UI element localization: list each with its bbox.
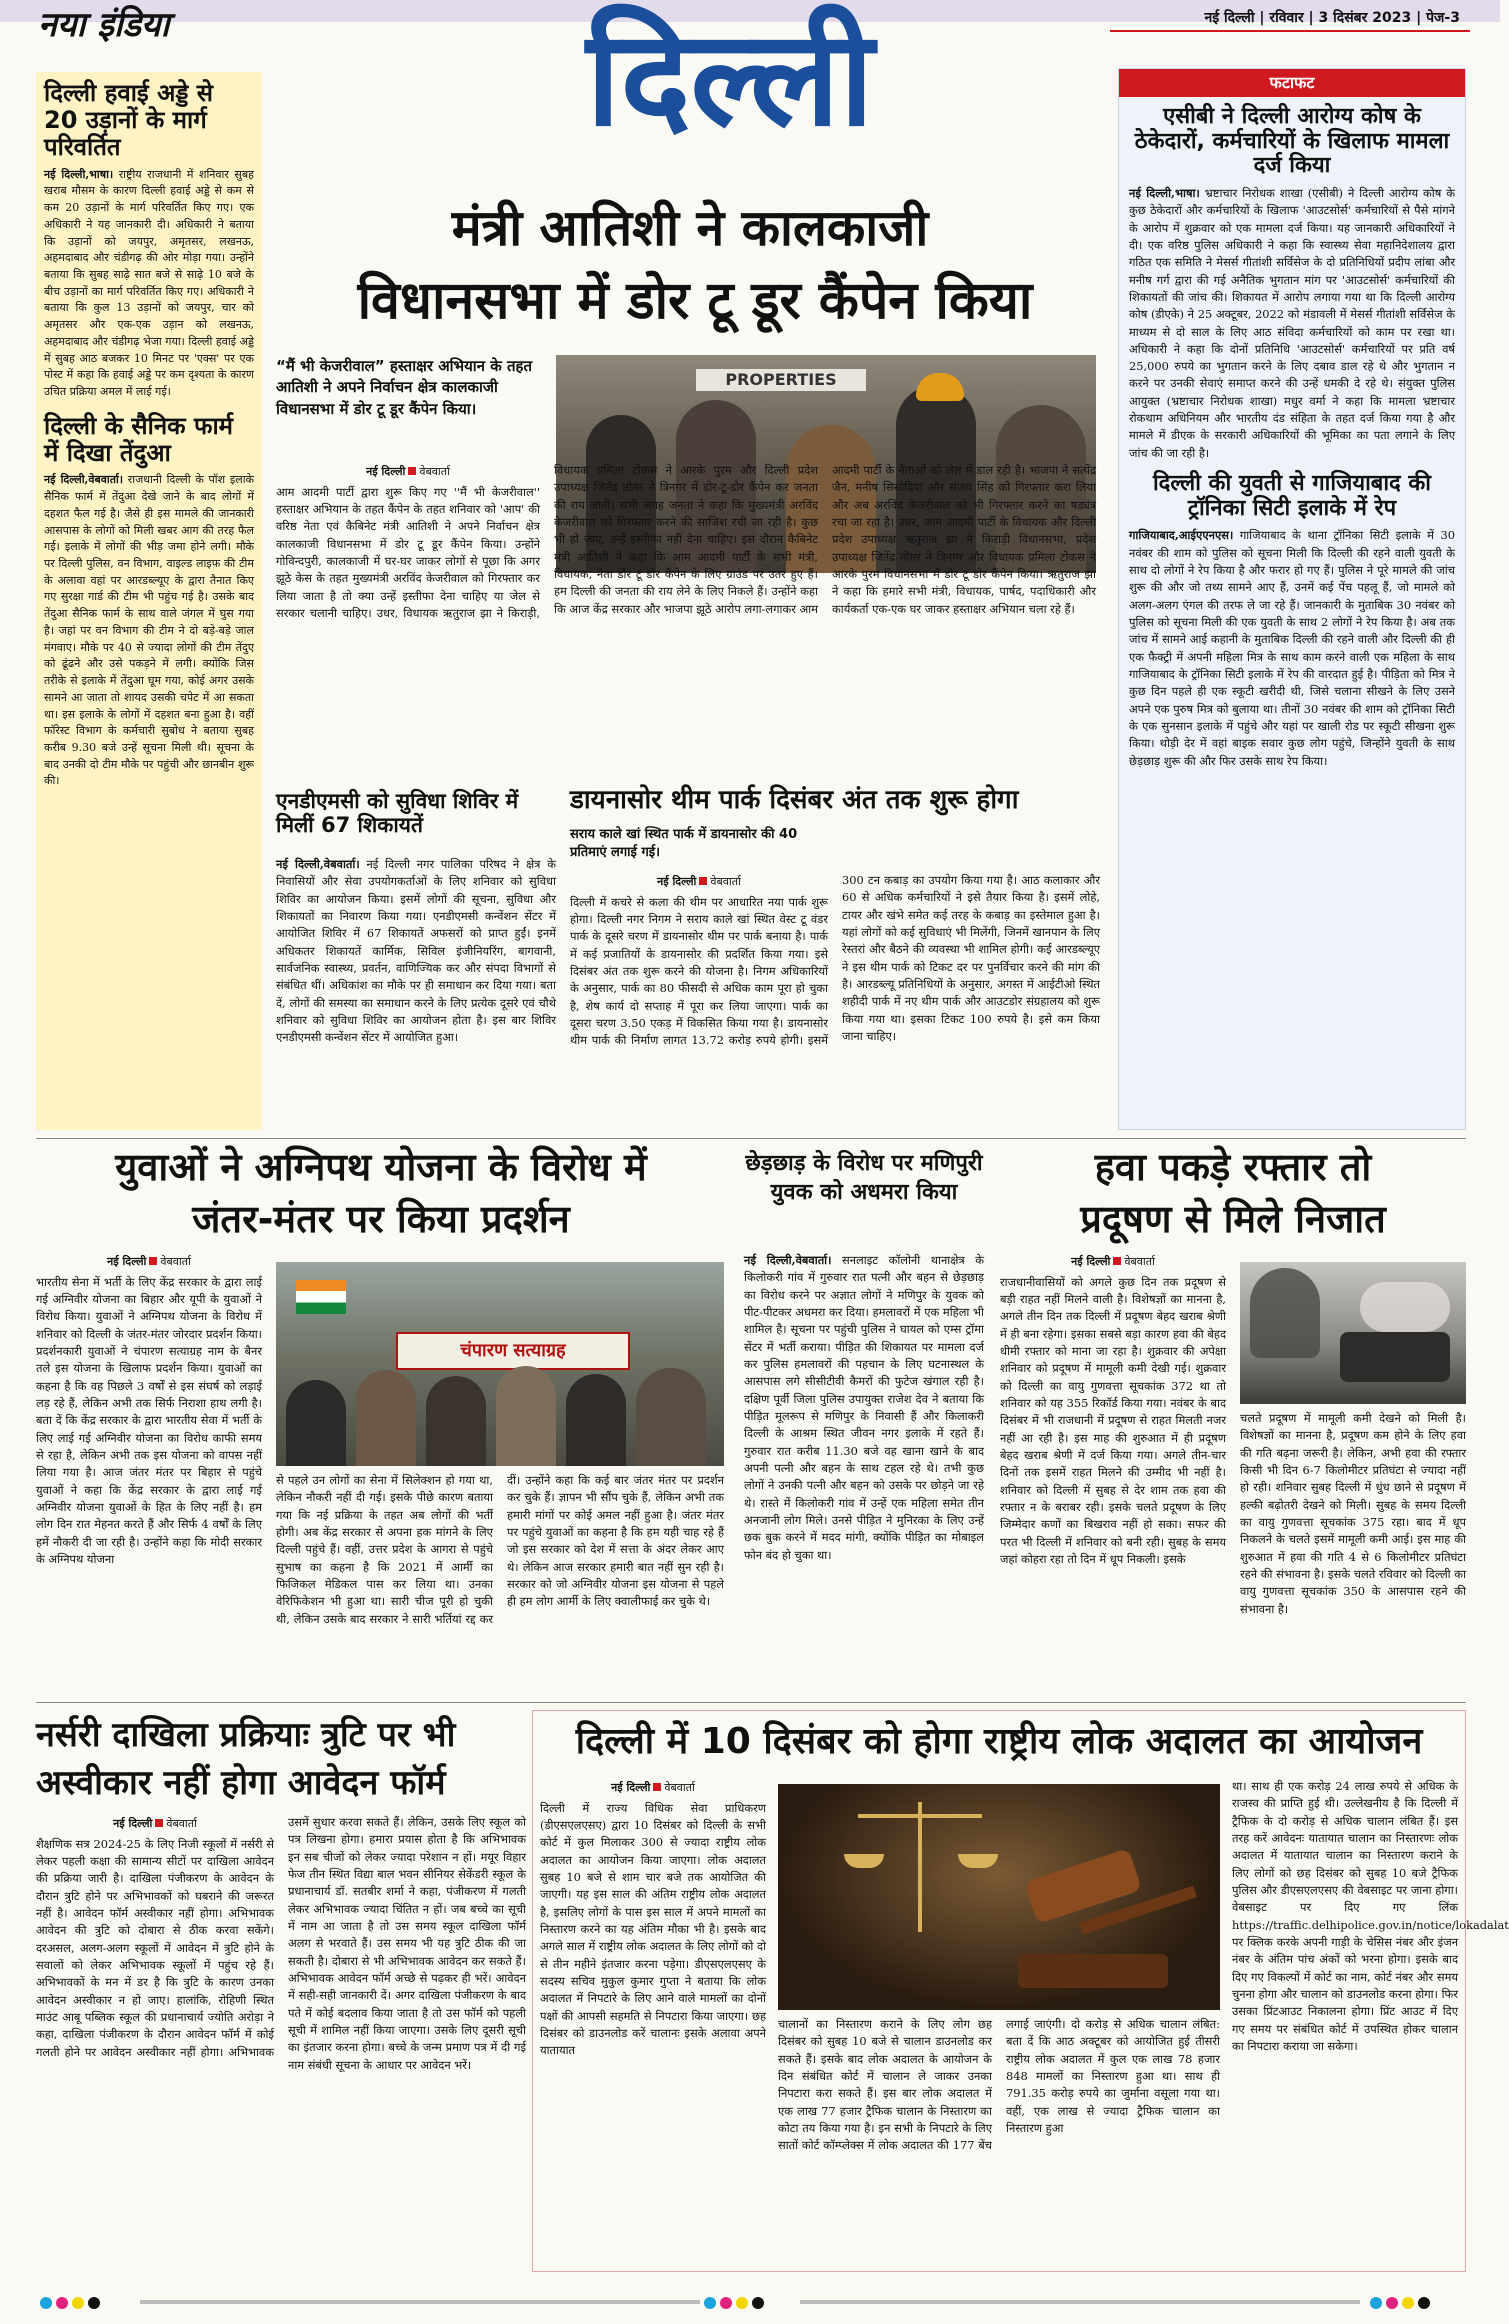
gavel-block	[1018, 1954, 1168, 1988]
manipur-headline: छेड़छाड़ के विरोध पर मणिपुरी युवक को अधमरा किया	[745, 1151, 983, 1205]
lokadalat-body-2	[778, 2016, 1220, 2262]
date-line: नई दिल्ली | रविवार | 3 दिसंबर 2023 | पेज-3	[1204, 10, 1460, 26]
pollution-body-left	[1000, 1252, 1226, 1694]
leopard-text: राजधानी दिल्ली के पॉश इलाके सैनिक फार्म में तेंदुआ देखे जाने के बाद लोगों में दहशत फैल गई है। जैसे ही इस मामले की जानकारी आसपास के लोगों को मिली खबर आग की तरह फैल गई। इलाके में लोगों की भीड़ जमा होने लगी। मौके पर दिल्ली पुलिस, वन विभाग, वाइल्ड लाइफ की टीम के अलावा वहां पर आरडब्ल्यूए के द्वारा तैनात किए गए सुरक्षा गार्ड की टीम भी पहुंच गई है। उसके बाद तेंदुआ सैनिक फार्म के साथ वाले जंगल में घुस गया है। जहां पर वन विभाग की टीम ने दो बड़े-बड़े जाल मंगवाए। मौके पर 40 से ज्यादा लोगों की टीम तेंदुए को ढूंढने और उसे पकड़ने में लगी। क्योंकि जिस तरीके से इलाके में तेंदुआ घूम गया, कोई अगर उसके सामने आ जाता तो शायद उसकी चपेट में आ सकता था। इस इलाके के लोगों में दहशत बना हुआ है। वहीं फॉरेस्ट विभाग के कर्मचारी सुबोध ने बताया सुबह करीब 9.30 बजे उन्हें सूचना मिली थी। सूचना के बाद उनकी दो टीम मौके पर पहुंची और छानबीन शुरू की।	[44, 473, 254, 788]
photo-sign: PROPERTIES	[696, 369, 866, 391]
manipur-dateline: नई दिल्ली,वेबवार्ता।	[744, 1253, 832, 1267]
agni-text-2: से पहले उन लोगों का सेना में सिलेक्शन हो गया था, लेकिन नौकरी नहीं दी गई। इसके पीछे कारण बताया गया कि नई प्रक्रिया के तहत अब लोगों की भर्ती होगी। अब केंद्र सरकार से अपना हक मांगने के लिए दिल्ली पहुंचे हैं। वहीं, उत्तर प्रदेश के आगरा से पहुंचे सुभाष का कहना है कि 2021 में आर्मी का फिजिकल मेडिकल पास कर लिया था। उनका वेरिफिकेशन भी हुआ था। सारी चीज पूरी हो चुकी थी, लेकिन उसके बाद सरकार ने सारी भर्तियां रद्द कर दीं। उन्होंने कहा कि कई बार जंतर मंतर पर प्रदर्शन कर चुके हैं। ज्ञापन भी सौंप चुके हैं, लेकिन अभी तक हमारी मांगों पर कोई अमल नहीं हुआ है। जंतर मंतर पर पहुंचे युवाओं का कहना है कि हम यही चाह रहे हैं जो इस सरकार को देश में सत्ता के अंदर लेकर आए थे। लेकिन आज सरकार हमारी बात नहीं सुन रही है। सरकार को जो अग्निवीर योजना इस योजना से पहले ही हम लोग आर्मी के लिए क्वालीफाई कर चुके थे।	[276, 1473, 724, 1626]
crowd-figure	[496, 1366, 556, 1466]
agni-byline	[36, 1254, 262, 1271]
turban-figure	[916, 373, 964, 401]
dino-dateline: नई दिल्ली	[657, 875, 697, 888]
section-title: दिल्ली	[586, 2, 874, 156]
left-column	[36, 72, 262, 1130]
nursery-byline	[36, 1816, 274, 1833]
pollution-text-1: राजधानीवासियों को अगले कुछ दिन तक प्रदूषण से बड़ी राहत नहीं मिलने वाली है। विशेषज्ञों का मानना है, अगले तीन दिन तक दिल्ली में प्रदूषण बेहद खराब श्रेणी में ही बना रहेगा। इसका सबसे बड़ा कारण हवा की बेहद धीमी रफ्तार को माना जा रहा है। शुक्रवार की अपेक्षा शनिवार को प्रदूषण में मामूली कमी देखी गई। शुक्रवार को दिल्ली का वायु गुणवत्ता सूचकांक 372 था तो शनिवार को यह 355 रिकॉर्ड किया गया। नवंबर के बाद दिसंबर में भी राजधानी में प्रदूषण से राहत मिलती नजर नहीं आ रही है। इस माह की शुरुआत में ही प्रदूषण बेहद खराब श्रेणी में दर्ज किया गया। अगले तीन-चार दिनों तक इसमें राहत मिलने की उम्मीद भी नहीं है। शनिवार को दिल्ली में सुबह से देर शाम तक हवा की रफ्तार न के बराबर रही। इसके चलते प्रदूषण के लिए जिम्मेदार कणों का बिखराव नहीं हो सका। सफर की परत भी दिल्ली में शनिवार को बनी रही। सुबह के समय जहां कोहरा रहा तो दिन में धूप निकली। इसके	[1000, 1274, 1226, 1566]
lead-dateline: नई दिल्ली	[366, 465, 406, 478]
dino-columns	[570, 872, 1100, 1050]
paper-name: नया इंडिया	[38, 5, 170, 45]
pollution-headline-1: हवा पकड़े रफ्तार तो	[1094, 1145, 1372, 1189]
airport-body	[44, 167, 254, 401]
footer-bar	[800, 2300, 1360, 2304]
lead-byline	[276, 464, 540, 481]
ndmc-body	[276, 856, 556, 1128]
nursery-headline-1: नर्सरी दाखिला प्रक्रियाः त्रुटि पर भी	[36, 1715, 456, 1755]
tree-silhouette	[1250, 1268, 1320, 1358]
mist-spray	[1360, 1282, 1450, 1332]
lokadalat-dateline: नई दिल्ली	[611, 1781, 651, 1794]
flag-icon	[296, 1280, 346, 1314]
edition: नई दिल्ली	[1204, 10, 1255, 26]
masthead-rule	[1110, 30, 1470, 32]
right-column	[1118, 68, 1466, 1130]
lokadalat-body-3	[1232, 1778, 1509, 2262]
protest-banner: चंपारण सत्याग्रह	[396, 1332, 630, 1370]
crowd-figure	[636, 1368, 706, 1466]
lead-deck: “मैं भी केजरीवाल” हस्ताक्षर अभियान के तहत आतिशी ने अपने निर्वाचन क्षेत्र कालकाजी विधानसभा में डोर टू डूर कैंपेन किया।	[276, 357, 533, 418]
lokadalat-body-1	[540, 1778, 766, 2262]
lead-agency: वेबवार्ता	[419, 465, 450, 478]
agni-headline-2: जंतर-मंतर पर किया प्रदर्शन	[192, 1197, 570, 1241]
nursery-dateline: नई दिल्ली	[113, 1817, 153, 1830]
gavel-photo	[778, 1784, 1220, 2010]
pollution-photo	[1240, 1262, 1466, 1404]
airport-dateline: नई दिल्ली,भाषा।	[44, 167, 114, 181]
manipur-body	[744, 1252, 984, 1694]
dino-byline	[570, 874, 828, 891]
agni-headline-1: युवाओं ने अग्निपथ योजना के विरोध में	[115, 1145, 647, 1189]
section-divider	[36, 1138, 1466, 1139]
date: 3 दिसंबर 2023	[1318, 10, 1412, 26]
nursery-agency: वेबवार्ता	[166, 1817, 197, 1830]
lokadalat-text-3: था। साथ ही एक करोड़ 24 लाख रुपये से अधिक के राजस्व की प्राप्ति हुई थी। उल्लेखनीय है कि दिल्ली में ट्रैफिक के दो करोड़ से अधिक चालान लंबित हैं। इस तरह करें आवेदनः यातायात चालान का निस्तारणः लोक अदालत में यातायात चालान का निस्तारण कराने के लिए लोगों को छह दिसंबर को सुबह 10 बजे ट्रैफिक पुलिस और डीएसएलएसए की वेबसाइट पर जाना होगा। वेबसाइट पर दिए गए लिंक https://traffic.delhipolice.gov.in/notice/lokadalat पर क्लिक करके अपनी गाड़ी के चेसिस नंबर और इंजन नंबर के अंतिम पांच अंकों को भरना होगा। इसके बाद दिए गए विकल्पों में कोर्ट का नाम, कोर्ट नंबर और समय चुनना होगा और चालान को डाउनलोड करना होगा। फिर उसका प्रिंटआउट निकालना होगा। प्रिंट आउट में दिए गए समय पर संबंधित कोर्ट में उपस्थित होकर चालान का निपटारा कराया जा सकेगा।	[1232, 1779, 1509, 2053]
pollution-dateline: नई दिल्ली	[1071, 1255, 1111, 1268]
page-number: पेज-3	[1426, 10, 1460, 26]
dino-body	[570, 872, 1100, 1128]
lead-body-mask	[556, 462, 1096, 574]
scale-icon	[844, 1854, 884, 1868]
agni-body-right	[276, 1472, 724, 1694]
acb-text: भ्रष्टाचार निरोधक शाखा (एसीबी) ने दिल्ली आरोग्य कोष के कुछ ठेकेदारों और कर्मचारियों के खिलाफ 'आउटसोर्स' कर्मचारियों से पैसे मांगने के आरोप में शुक्रवार को एक मामला दर्ज किया। यह जानकारी अधिकारियों ने दी। एक वरिष्ठ पुलिस अधिकारी ने कहा कि स्वास्थ्य सेवा महानिदेशालय द्वारा गठित एक समिति ने मेसर्स गीतांशी सर्विसेज के दो प्रतिनिधियों प्रदीप लांबा और मनीष गर्ग द्वारा की गई अनैतिक भुगतान मांग पर 'आउटसोर्स' कर्मचारियों की शिकायतों की जांच की। शिकायत में आरोप लगाया गया था कि दिल्ली आरोग्य कोष (डीएके) ने 25 अक्टूबर, 2022 को मंडावली में मेसर्स गीतांशी सर्विसेज के माध्यम से दो साल के लिए आठ संविदा कर्मचारियों को काम पर रखा था। अधिकारी ने कहा कि दोनों प्रतिनिधि 'आउटसोर्स' कर्मचारियों पर प्रति वर्ष 25,000 रुपये का भुगतान करने के लिए दबाव डाल रहे थे और भुगतान न करने पर उनकी सेवाएं समाप्त करने की उन्हें धमकी दे रहे थे। संयुक्त पुलिस आयुक्त (भ्रष्टाचार निरोधक शाखा) मधुर वर्मा ने कहा कि मामला भ्रष्टाचार रोकथाम अधिनियम और भारतीय दंड संहिता के तहत दर्ज किया गया है और मामले में डीएक के सरकारी अधिकारियों की भूमिका का पता लगाने के लिए जांच की जा रही है।	[1129, 185, 1456, 460]
agni-agency: वेबवार्ता	[160, 1255, 191, 1268]
agni-columns	[276, 1472, 724, 1628]
crowd-figure	[286, 1380, 346, 1466]
section-divider	[36, 1702, 1466, 1703]
scale-icon	[858, 1814, 982, 1818]
pollution-agency: वेबवार्ता	[1124, 1255, 1155, 1268]
acb-body	[1129, 185, 1455, 462]
ndmc-headline: एनडीएमसी को सुविधा शिविर में मिलीं 67 शिकायतें	[276, 789, 519, 837]
lead-headline-2: विधानसभा में डोर टू डूर कैंपेन किया	[357, 271, 1033, 331]
acb-headline: एसीबी ने दिल्ली आरोग्य कोष के ठेकेदारों, कर्मचारियों के खिलाफ मामला दर्ज किया	[1134, 104, 1450, 179]
lokadalat-text-2: चालानों का निस्तारण कराने के लिए लोग छह दिसंबर को सुबह 10 बजे से चालान डाउनलोड कर सकते हैं। इसके बाद लोक अदालत के आयोजन के दिन संबंधित कोर्ट में चालान ले जाकर उनका निपटारा करा सकते हैं। इस बार लोक अदालत में एक लाख 77 हजार ट्रैफिक चालान के निस्तारण का कोटा तय किया गया है। इन सभी के निपटारे के लिए सातों कोर्ट कॉम्प्लेक्स में लोक अदालत की 177 बेंच लगाई जाएंगी। दो करोड़ से अधिक चालान लंबित: बता दें कि आठ अक्टूबर को आयोजित हुई तीसरी राष्ट्रीय लोक अदालत में कुल एक लाख 78 हजार 848 मामलों का निस्तारण हुआ था। साथ ही 791.35 करोड़ रुपये का जुर्माना वसूला गया था। वहीं, एक लाख से ज्यादा ट्रैफिक चालान का निस्तारण हुआ	[778, 2017, 1220, 2153]
lokadalat-byline	[540, 1780, 766, 1797]
ndmc-dateline: नई दिल्ली,वेबवार्ता।	[276, 857, 360, 871]
airport-headline: दिल्ली हवाई अड्डे से 20 उड़ानों के मार्ग परिवर्तित	[44, 79, 213, 161]
lokadalat-headline: दिल्ली में 10 दिसंबर को होगा राष्ट्रीय लोक अदालत का आयोजन	[575, 1721, 1423, 1762]
pollution-body-right	[1240, 1410, 1466, 1694]
ghaziabad-text: गाजियाबाद के थाना ट्रॉनिका सिटी इलाके में 30 नवंबर की शाम को पुलिस को सूचना मिली कि दिल्ली की रहने वाली युवती के साथ दो लोगों ने रेप किया है और फरार हो गए हैं। पुलिस ने पूरे मामले की जांच शुरू की और जो तथ्य सामने आए हैं, उनमें कई पेंच पहलू हैं, जो मामले को अलग-अलग एंगल की तरफ ले जा रहे हैं। जानकारी के मुताबिक 30 नवंबर को पुलिस को सूचना मिली की एक युवती के साथ 2 लोगों ने रेप किया है। अब तक जांच में सामने आई कहानी के मुताबिक दिल्ली की रहने वाली और दिल्ली की ही एक फैक्ट्री में अपनी महिला मित्र के साथ काम करने वाली एक महिला के साथ गाजियाबाद के ट्रॉनिका सिटी इलाके में रेप की वारदात हुई है। पीड़िता को मित्र ने कुछ दिन पहले ही एक स्कूटी खरीदी थी, जिसे चलाना सीखने के लिए उसने अपने एक पुरुष मित्र को बुलाया था। तीनों 30 नवंबर की शाम को ट्रॉनिका सिटी के एक सुनसान इलाके में पहुंचे और यहां पर खाली रोड पर स्कूटी सीखना शुरू किया। थोड़ी देर में वहां बाइक सवार कुछ लोग पहुंचे, जिन्होंने युवती के साथ छेड़छाड़ शुरू की और फिर उसके साथ रेप किया।	[1129, 528, 1455, 768]
crowd-figure	[566, 1374, 626, 1466]
registration-marks-right	[1370, 2294, 1460, 2310]
ghaziabad-body	[1129, 527, 1455, 770]
nursery-text: शैक्षणिक सत्र 2024-25 के लिए निजी स्कूलों में नर्सरी से लेकर पहली कक्षा की सामान्य सीटों पर दाखिला आवेदन की प्रक्रिया जारी है। दाखिला पंजीकरण के आवेदन के दौरान त्रुटि होने पर अभिभावकों को घबराने की जरूरत नहीं है। आवेदन फॉर्म अस्वीकार नहीं होगा। अभिभावक आवेदन की त्रुटि को दोबारा से ठीक करवा सकेंगे। दरअसल, अलग-अलग स्कूलों में आवेदन में त्रुटि होने के सवालों को लेकर अभिभावक स्कूलों में पहुंच रहे हैं। अभिभावकों के मन में डर है कि त्रुटि के कारण उनका आवेदन अस्वीकार न हो जाए। हालांकि, रोहिणी स्थित माउंट आबू पब्लिक स्कूल की प्रधानाचार्य ज्योति अरोड़ा ने कहा, दाखिला पंजीकरण के दौरान आवेदन फॉर्म में कोई गलती होने पर आवेदन अस्वीकार नहीं होगा। अभिभावक उसमें सुधार करवा सकते हैं। लेकिन, उसके लिए स्कूल को पत्र लिखना होगा। हमारा प्रयास होता है कि अभिभावक इन सब चीजों को लेकर ज्यादा परेशान न हों। मयूर विहार फेज तीन स्थित विद्या बाल भवन सीनियर सेकेंडरी स्कूल के प्रधानाचार्य डॉ. सतबीर शर्मा ने कहा, पंजीकरण में गलती लेकर अभिभावक ज्यादा चिंतित न हों। जब बच्चे का सूची में नाम आ जाता है तो उस समय स्कूल दाखिला फॉर्म अलग से भरवाते हैं। उस समय भी यह त्रुटि ठीक की जा सकती है। दोबारा से भी अभिभावक आवेदन कर सकते हैं। अभिभावक आवेदन फॉर्म अच्छे से पढ़कर ही भरें। आवेदन में सही-सही जानकारी दें। अगर दाखिला पंजीकरण के बाद पते में कोई बदलाव किया जाता है तो उस फॉर्म को पहली सूची में शामिल नहीं किया जाएगा। उसके लिए दूसरी सूची का इंतजार करना होगा। बच्चे के जन्म प्रमाण पत्र में दी गई नाम संबंधी सूचना के आधार पर आवेदन भरें।	[36, 1815, 526, 2072]
nursery-headline-2: अस्वीकार नहीं होगा आवेदन फॉर्म	[36, 1763, 446, 1803]
footer-bar	[140, 2300, 700, 2304]
leopard-body	[44, 472, 254, 790]
agni-body-left	[36, 1252, 262, 1694]
dino-headline: डायनासोर थीम पार्क दिसंबर अंत तक शुरू होगा	[570, 785, 1019, 815]
nursery-columns	[36, 1814, 526, 2074]
ghaziabad-dateline: गाजियाबाद,आईएएनएस।	[1129, 528, 1234, 543]
quick-tag: फटाफट	[1119, 69, 1465, 97]
ghaziabad-headline: दिल्ली की युवती से गाजियाबाद की ट्रॉनिका सिटी इलाके में रेप	[1152, 471, 1431, 521]
lokadalat-text-1: दिल्ली में राज्य विधिक सेवा प्राधिकरण (डीएसएलएसए) द्वारा 10 दिसंबर को दिल्ली के सभी कोर्ट में कुल मिलाकर 300 से ज्यादा राष्ट्रीय लोक अदालत का आयोजन किया जाएगा। लोक अदालत सुबह 10 बजे से शाम चार बजे तक आयोजित की जाएगी। यह इस साल की अंतिम राष्ट्रीय लोक अदालत है, इसलिए लोगों के पास इस साल में अपने मामलों का निस्तारण करने का यह अंतिम मौका भी है। इसके बाद अगले साल में राष्ट्रीय लोक अदालत के लिए लोगों को दो से तीन महीने इंतजार करना पड़ेगा। डीएसएलएसए के सदस्य सचिव मुकुल कुमार गुप्ता ने बताया कि लोक अदालत में निपटारे के लिए आने वाले मामलों का दोनों पक्षों की आपसी सहमति से निपटारा किया जाएगा। छह दिसंबर को डाउनलोड करें चालानः इसके अलावा अपने यातायात	[540, 1800, 766, 2058]
crowd-figure	[356, 1370, 416, 1466]
registration-marks-left	[40, 2294, 130, 2310]
pollution-byline	[1000, 1254, 1226, 1271]
lokadalat-agency: वेबवार्ता	[664, 1781, 695, 1794]
pollution-text-2: चलते प्रदूषण में मामूली कमी देखने को मिली है। विशेषज्ञों का मानना है, प्रदूषण कम होने के लिए हवा की गति बढ़ना जरूरी है। लेकिन, अभी हवा की रफ्तार किसी भी दिन 6-7 किलोमीटर प्रतिघंटा से ज्यादा नहीं हो रही। शनिवार सुबह दिल्ली में धुंध छाने से प्रदूषण में हल्की बढ़ोतरी देखने को मिली। सुबह के समय दिल्ली का वायु गुणवत्ता सूचकांक 375 रहा। बाद में धूप निकलने के चलते इसमें मामूली कमी आई। इस माह की शुरुआत में हवा की गति 4 से 6 किलोमीटर प्रतिघंटा रहने की संभावना है। इसके चलते रविवार को दिल्ली का वायु गुणवत्ता सूचकांक 350 के आसपास रहने की संभावना है।	[1240, 1411, 1466, 1616]
manipur-text: सनलाइट कॉलोनी थानाक्षेत्र के किलोकरी गांव में गुरुवार रात पत्नी और बहन से छेड़छाड़ का विरोध करने पर अज्ञात लोगों ने मणिपुर के युवक को पीट-पीटकर अधमरा कर दिया। हमलावरों में एक महिला भी शामिल है। सूचना पर पहुंची पुलिस ने घायल को एम्स ट्रॉमा सेंटर में भर्ती कराया। पीड़ित की शिकायत पर मामला दर्ज कर पुलिस हमलावरों की पहचान के लिए घटनास्थल के आसपास लगे सीसीटीवी कैमरों की फुटेज खंगाल रही है। दक्षिण पूर्वी जिला पुलिस उपायुक्त राजेश देव ने बताया कि पीड़ित मूलरूप से मणिपुर के निवासी हैं और किलाकरी दिल्ली के आश्रम स्थित जीवन नगर इलाके में रहते हैं। गुरुवार रात करीब 11.30 बजे वह खाना खाने के बाद अपनी पत्नी और बहन के साथ टहल रहे थे। तभी कुछ लोगों ने उनकी पत्नी और बहन को उसके पर छोड़ने जा रहे थे। रास्ते में किलोकरी गांव में उन्हें एक महिला समेत तीन अनजानी लोग मिले। उनसे पीड़ित ने मुनिरका के लिए उन्हें छक बुक करने में मदद मांगी, क्योंकि पीड़ित का मोबाइल फोन बंद हो चुका था।	[744, 1253, 984, 1562]
acb-dateline: नई दिल्ली,भाषा।	[1129, 185, 1200, 200]
nursery-body	[36, 1814, 526, 2264]
registration-marks-center	[704, 2294, 794, 2310]
pollution-headline-2: प्रदूषण से मिले निजात	[1080, 1197, 1386, 1241]
leopard-headline: दिल्ली के सैनिक फार्म में दिखा तेंदुआ	[44, 411, 234, 467]
day: रविवार	[1269, 10, 1304, 26]
lead-headline-1: मंत्री आतिशी ने कालकाजी	[451, 199, 929, 257]
leopard-dateline: नई दिल्ली,वेबवार्ता।	[44, 473, 124, 487]
scale-icon	[918, 1802, 922, 1932]
agni-text-1: भारतीय सेना में भर्ती के लिए केंद्र सरकार के द्वारा लाई गई अग्निवीर योजना का बिहार और यूपी के युवाओं ने विरोध किया। युवाओं ने अग्निपथ योजना के विरोध में शनिवार को दिल्ली के जंतर-मंतर जोरदार प्रदर्शन किया। प्रदर्शनकारी युवाओं ने चंपारण सत्याग्रह नाम के बैनर तले इस योजना के खिलाफ प्रदर्शन किया। युवाओं का कहना है कि वह पिछले 3 वर्षों से इस संघर्ष को लड़ाई लड़ रहे हैं, लेकिन अभी तक सिर्फ निराशा हाथ लगी है। बता दें कि केंद्र सरकार के द्वारा भारतीय सेवा में भर्ती के लिए लाई गई अग्निवीर योजना का विरोध काफी समय से रहा है, लेकिन अभी तक इस योजना को वापस नहीं लिया गया है। आज जंतर मंतर पर बिहार से पहुंचे युवाओं ने कहा कि केंद्र सरकार के द्वारा लाई गई अग्निवीर योजना युवाओं के हित के लिए नहीं है। हम लोग दिन रात मेहनत करते हैं और सिर्फ 4 वर्षों के लिए हमें नौकरी दी जा रही है। उन्होंने कहा कि मोदी सरकार के अग्निपथ योजना	[36, 1274, 262, 1566]
dino-text: दिल्ली में कचरे से कला की थीम पर आधारित नया पार्क शुरू होगा। दिल्ली नगर निगम ने सराय काले खां स्थित वेस्ट टू वंडर पार्क के दूसरे चरण में डायनासोर थीम पर पार्क बनाया है। पार्क में कई प्रजातियों के डायनासोर की प्रदर्शित किया गया। इसे दिसंबर अंत तक शुरू करने की योजना है। निगम अधिकारियों के अनुसार, पार्क का 80 फीसदी से अधिक काम पूरा हो चुका है, शेष कार्य दो सप्ताह में पूरा कर लिया जाएगा। पार्क का दूसरा चरण 3.50 एकड़ में विकसित किया गया है। डायनासोर थीम पार्क की निर्माण लागत 13.72 करोड़ रुपये होगी। इसमें 300 टन कबाड़ का उपयोग किया गया है। आठ कलाकार और 60 से अधिक कर्मचारियों ने इसे तैयार किया है। इसमें लोहे, टायर और खंभे समेत कई तरह के कबाड़ का इस्तेमाल हुआ है। यहां लोगों को कई सुविधाएं भी मिलेंगी, जिनमें खानपान के लिए रेस्तरां और बैठने की व्यवस्था भी शामिल होगी। कई आरडब्ल्यूए ने इस थीम पार्क को टिकट दर पर पुनर्विचार करने की मांग की है। आरडब्ल्यू प्रतिनिधियों के अनुसार, अगस्त में आईटीओ स्थित शहीदी पार्क में नए थीम पार्क और आउटडोर संग्रहालय को शुरू किया गया था। इसका टिकट 100 रुपये है। इसे कम किया जाना चाहिए।	[570, 873, 1100, 1048]
lokadalat-columns	[778, 2016, 1220, 2155]
scale-icon	[958, 1854, 998, 1868]
ndmc-text: नई दिल्ली नगर पालिका परिषद ने क्षेत्र के निवासियों और सेवा उपयोगकर्ताओं के लिए शनिवार को सुविधा शिविर का आयोजन किया। इसमें लोगों की सूचना, सुविधा और शिकायतों का निवारण किया गया। एनडीएमसी कन्वेंशन सेंटर में आयोजित शिविर में 67 शिकायतें अफसरों को प्राप्त हुईं। इनमें अधिकतर शिकायतें कार्मिक, सिविल इंजीनियरिंग, बागवानी, सार्वजनिक स्वास्थ्य, प्रवर्तन, वाणिज्यिक कर और संपदा विभागों से संबंधित थीं। अधिकांश का मौके पर ही समाधान कर दिया गया। बता दें, लोगों की समस्या का समाधान करने के लिए प्रत्येक दूसरे एवं चौथे शनिवार को सुविधा शिविर का आयोजन होता है। इस बार शिविर एनडीएमसी कन्वेंशन सेंटर में आयोजित हुआ।	[276, 857, 556, 1045]
vehicle-silhouette	[1340, 1332, 1450, 1382]
lead-text: आम आदमी पार्टी द्वारा शुरू किए गए ''मैं भी केजरीवाल'' हस्ताक्षर अभियान के तहत कैंपेन के तहत शनिवार को 'आप' की वरिष्ठ नेता एवं कैबिनेट मंत्री आतिशी ने अपने निर्वाचन क्षेत्र कालकाजी विधानसभा में डोर टू डूर कैंपेन किया। उन्होंने गोविन्दपुरी, कालकाजी में घर-घर जाकर लोगों से पूछा कि अगर झूठे केस के तहत मुख्यमंत्री अरविंद केजरीवाल को गिरफ्तार कर लिया जाता है तो क्या उन्हें इस्तीफा देना चाहिए या जेल से सरकार चलानी चाहिए। उधर, विधायक ऋतुराज झा ने किराड़ी, विधायक प्रमिला टोकस ने आरके पुरम और दिल्ली प्रदेश उपाध्यक्ष जितेंद्र तोमर ने त्रिनगर में डोर-टू-डोर कैंपेन कर जनता की राय जानी। सभी जगह जनता ने कहा कि मुख्यमंत्री अरविंद केजरीवाल को गिरफ्तार करने की साजिश रची जा रही है। कुछ भी हो जाए, उन्हें इस्तीफा नहीं देना चाहिए। इस दौरान कैबिनेट मंत्री आतिशी ने कहा कि आम आदमी पार्टी के सभी मंत्री, विधायक, नेता डोर टू डोर कैंपेन के लिए ग्राउंड पर उतर हुए हैं। हम दिल्ली की जनता की राय लेने के लिए निकले हैं। उन्होंने कहा कि आज केंद्र सरकार और भाजपा झूठे आरोप लगा-लगाकर आम आदमी पार्टी के नेताओं को जेल में डाल रही है। भाजपा ने सत्येंद्र जैन, मनीष सिसोदिया और संजय सिंह को गिरफ्तार करा लिया और अब अरविंद केजरीवाल को भी गिरफ्तार करने का षड्यंत्र रचा जा रहा है। उधर, आम आदमी पार्टी के विधायक और दिल्ली प्रदेश उपाध्यक्ष ऋतुराज झा ने किराड़ी विधानसभा, प्रदेश उपाध्यक्ष जितेंद्र तोमर ने त्रिनगर और विधायक प्रमिला टोकस ने आरके पुरम विधानसभा में डोर टू डोर कैंपेन किया। ऋतुराज झा ने कहा कि हमारे सभी मंत्री, विधायक, पार्षद, पदाधिकारी और कार्यकर्ता एक-एक घर जाकर हस्ताक्षर अभियान चला रहे हैं।	[276, 463, 1096, 621]
agni-dateline: नई दिल्ली	[107, 1255, 147, 1268]
airport-text: राष्ट्रीय राजधानी में शनिवार सुबह खराब मौसम के कारण दिल्ली हवाई अड्डे से कम से कम 20 उड़ानों के मार्ग परिवर्तित किए गए। एक अधिकारी ने यह जानकारी दी। अधिकारी ने बताया कि उड़ानों को जयपुर, अमृतसर, लखनऊ, अहमदाबाद और चंडीगढ़ की ओर मोड़ा गया। उन्होंने बताया कि सुबह साढ़े सात बजे से साढ़े 10 बजे के बीच उड़ानों का मार्ग परिवर्तित किए गए। अधिकारी ने बताया कि कुल 13 उड़ानों को जयपुर, चार को अमृतसर और एक-एक उड़ान को लखनऊ, अहमदाबाद और चंडीगढ़ भेजा गया। दिल्ली हवाई अड्डे में सुबह आठ बजकर 10 मिनट पर 'एक्स' पर एक पोस्ट में कहा कि हवाई अड्डे पर कम दृश्यता के कारण उचित प्रक्रिया अमल में लाई गई।	[44, 167, 254, 398]
dino-deck: सराय काले खां स्थित पार्क में डायनासोर की 40 प्रतिमाएं लगाई गई।	[570, 827, 798, 861]
agni-photo	[276, 1262, 724, 1466]
dino-agency: वेबवार्ता	[710, 875, 741, 888]
crowd-figure	[426, 1376, 486, 1466]
